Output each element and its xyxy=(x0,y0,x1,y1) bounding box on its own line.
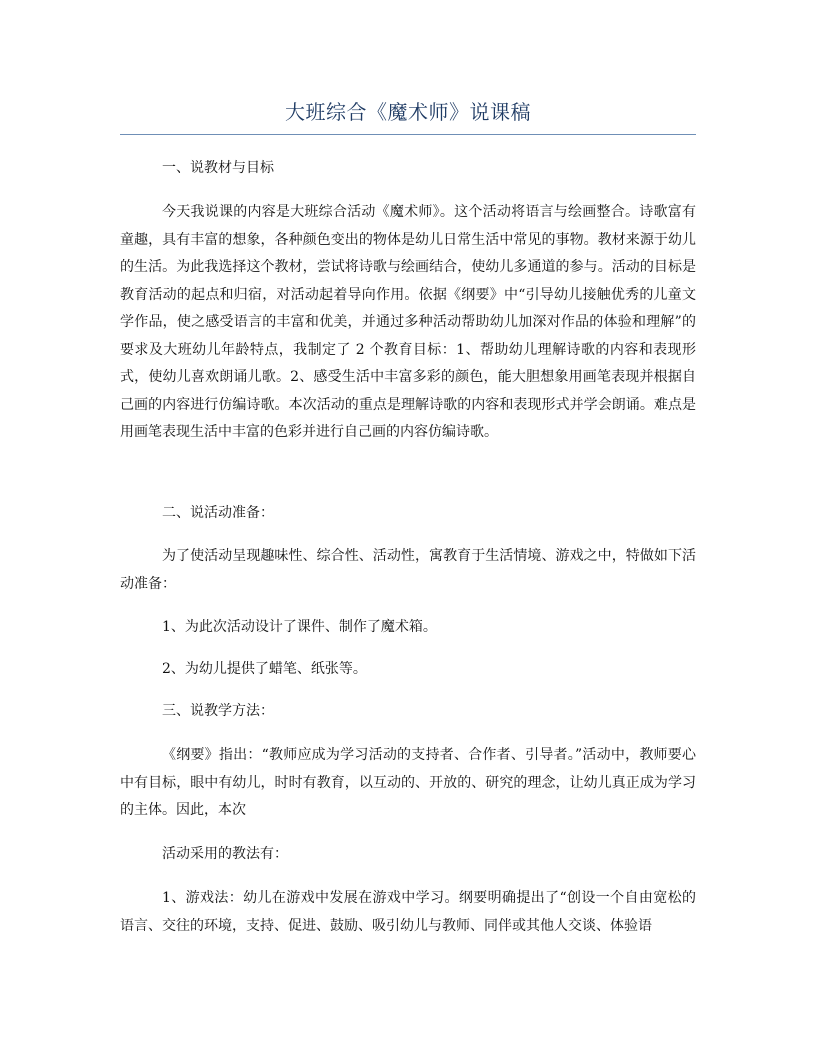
paragraph-preparation: 为了使活动呈现趣味性、综合性、活动性，寓教育于生活情境、游戏之中，特做如下活动准备： xyxy=(120,548,696,592)
paragraph-methods-intro: 活动采用的教法有： xyxy=(162,846,288,862)
list-item-preparation-2: 2、为幼儿提供了蜡笔、纸张等。 xyxy=(162,661,367,677)
paragraph-methods: 《纲要》指出：“教师应成为学习活动的支持者、合作者、引导者。”活动中，教师要心中有目标，眼中有幼儿，时时有教育，以互动的、开放的、研究的理念，让幼儿真正成为学习的主体。因此，本次 xyxy=(120,747,696,818)
section-heading-2: 二、说活动准备： xyxy=(162,505,274,521)
document-title: 大班综合《魔术师》说课稿 xyxy=(285,100,531,124)
list-item-preparation-1: 1、为此次活动设计了课件、制作了魔术箱。 xyxy=(162,619,437,635)
paragraph-game-method: 1、游戏法：幼儿在游戏中发展在游戏中学习。纲要明确提出了“创设一个自由宽松的语言、交往的环境，支持、促进、鼓励、吸引幼儿与教师、同伴或其他人交谈、体验语 xyxy=(120,890,696,934)
paragraph-materials: 今天我说课的内容是大班综合活动《魔术师》。这个活动将语言与绘画整合。诗歌富有童趣，具有丰富的想象，各种颜色变出的物体是幼儿日常生活中常见的事物。教材来源于幼儿的生活。为此我选择这个教材，尝试将诗歌与绘画结合，使幼儿多通道的参与。活动的目标是教育活动的起点和归宿，对活动起着导向作用。依据《纲要》中“引导幼儿接触优秀的儿童文学作品，使之感受语言的丰富和优美，并通过多种活动帮助幼儿加深对作品的体验和理解”的要求及大班幼儿年龄特点，我制定了 2 个教育目标：1、帮助幼儿理解诗歌的内容和表现形式，使幼儿喜欢朗诵儿歌。2、感受生活中丰富多彩的颜色，能大胆想象用画笔表现并根据自己画的内容进行仿编诗歌。本次活动的重点是理解诗歌的内容和表现形式并学会朗诵。难点是用画笔表现生活中丰富的色彩并进行自己画的内容仿编诗歌。 xyxy=(120,204,696,440)
title-divider xyxy=(120,134,696,135)
section-heading-1: 一、说教材与目标 xyxy=(162,160,274,176)
section-heading-3: 三、说教学方法： xyxy=(162,703,274,719)
